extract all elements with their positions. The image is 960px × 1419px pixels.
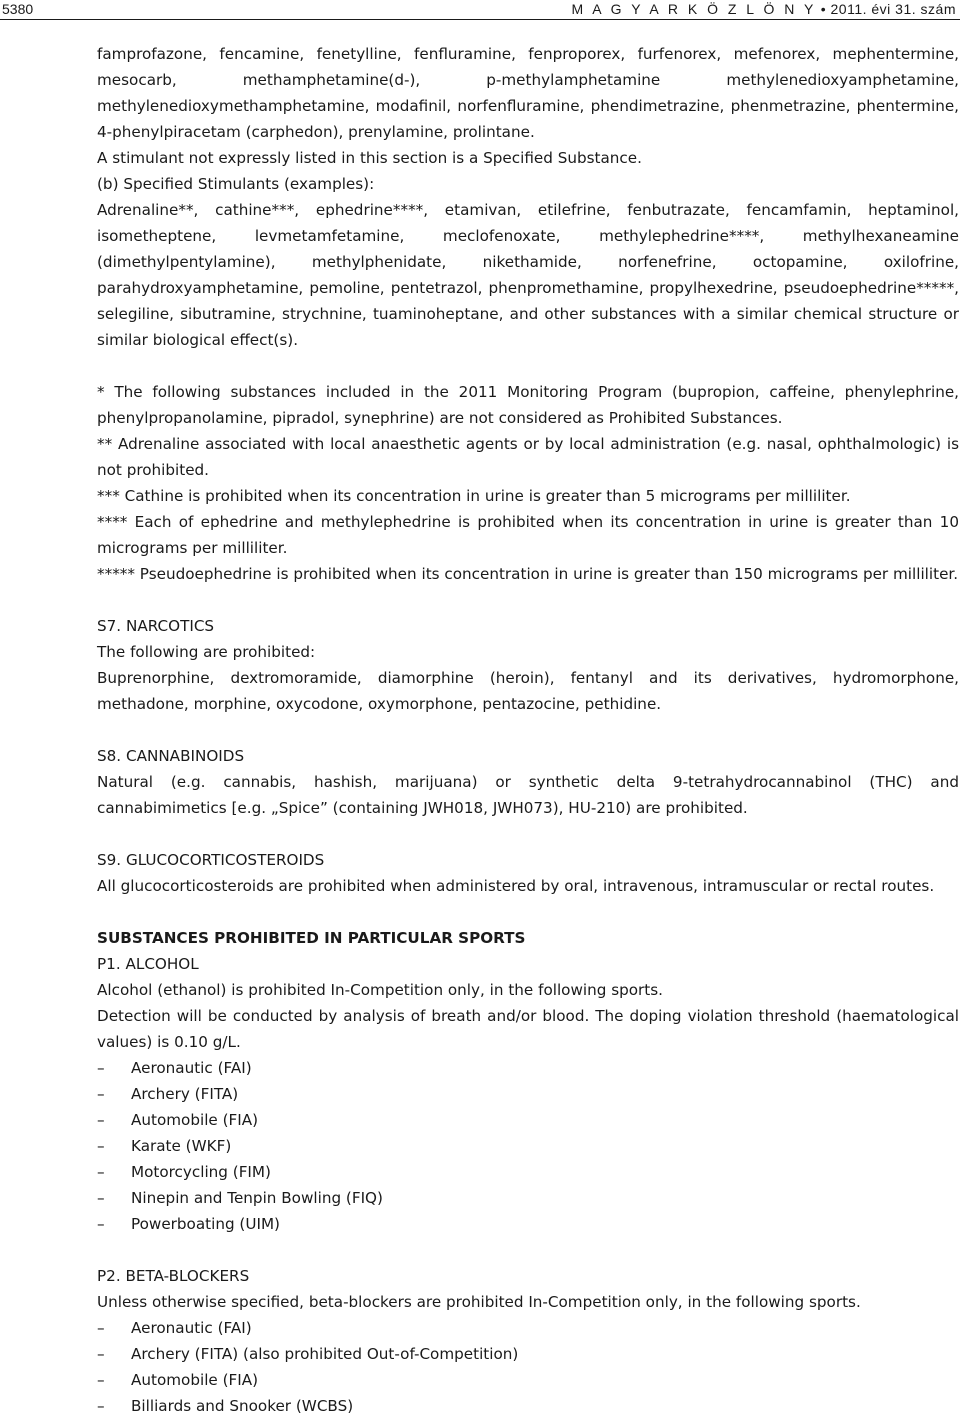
section-p2-title: P2. BETA-BLOCKERS bbox=[97, 1267, 250, 1285]
sport-name: Billiards and Snooker (WCBS) bbox=[131, 1397, 354, 1415]
sport-name: Automobile (FIA) bbox=[131, 1371, 259, 1389]
sport-name: Karate (WKF) bbox=[131, 1137, 232, 1155]
dash-bullet: – bbox=[97, 1163, 105, 1181]
stimulants-list-continued: famprofazone, fencamine, fenetylline, fenfluramine, fenproporex, furfenorex, mefenorex, mephentermine, mesocarb, methamphetamine(d-), p-methylamphetamine methylenedioxyamphetamine, methylenedioxymethamphetamine, modafinil, norfenfluramine, phendimetrazine, phenmetrazine, phentermine, 4-phenylpiracetam (carphedon), prenylamine, prolintane. bbox=[97, 45, 959, 141]
dash-bullet: – bbox=[97, 1189, 105, 1207]
section-s9-title: S9. GLUCOCORTICOSTEROIDS bbox=[97, 851, 325, 869]
dash-bullet: – bbox=[97, 1085, 105, 1103]
bullet-separator: • bbox=[820, 1, 827, 17]
specified-substance-note: A stimulant not expressly listed in this section is a Specified Substance. bbox=[97, 149, 642, 167]
section-s7-list: Buprenorphine, dextromoramide, diamorphine (heroin), fentanyl and its derivatives, hydromorphone, methadone, morphine, oxycodone, oxymorphone, pentazocine, pethidine. bbox=[97, 669, 959, 713]
sport-name: Powerboating (UIM) bbox=[131, 1215, 280, 1233]
p2-sport-item bbox=[97, 1393, 959, 1419]
footnote-2: ** Adrenaline associated with local anaesthetic agents or by local administration (e.g. nasal, ophthalmologic) is not prohibited. bbox=[97, 435, 959, 479]
section-s8-title: S8. CANNABINOIDS bbox=[97, 747, 245, 765]
sport-name: Aeronautic (FAI) bbox=[131, 1059, 252, 1077]
sport-name: Automobile (FIA) bbox=[131, 1111, 259, 1129]
section-p2-text: Unless otherwise specified, beta-blockers are prohibited In-Competition only, in the following sports. bbox=[97, 1293, 861, 1311]
section-p1-text-2: Detection will be conducted by analysis of breath and/or blood. The doping violation threshold (haematological values) is 0.10 g/L. bbox=[97, 1007, 959, 1051]
p1-sport-item bbox=[97, 1133, 959, 1159]
publication-name: M A G Y A R K Ö Z L Ö N Y bbox=[571, 1, 817, 17]
spacer bbox=[97, 821, 959, 847]
spacer bbox=[97, 353, 959, 379]
spacer bbox=[97, 717, 959, 743]
running-header bbox=[0, 0, 960, 22]
specified-stimulants-list: Adrenaline**, cathine***, ephedrine****, etamivan, etilefrine, fenbutrazate, fencamfamin, heptaminol, isometheptene, levmetamfetamine, meclofenoxate, methylephedrine****, methylhexaneamine (dimethylpentylamine), methylphenidate, nikethamide, norfenefrine, octopamine, oxilofrine, parahydroxyamphetamine, pemoline, pentetrazol, phenpromethamine, propylhexedrine, pseudoephedrine*****, selegiline, sibutramine, strychnine, tuaminoheptane, and other substances with a similar chemical structure or similar biological effect(s). bbox=[97, 201, 959, 349]
page-number: 5380 bbox=[2, 1, 34, 17]
footnote-4: **** Each of ephedrine and methylephedrine is prohibited when its concentration in urine is greater than 10 micrograms per milliliter. bbox=[97, 513, 959, 557]
p1-sport-item bbox=[97, 1107, 959, 1133]
p2-sport-item bbox=[97, 1341, 959, 1367]
section-s8-text: Natural (e.g. cannabis, hashish, marijuana) or synthetic delta 9-tetrahydrocannabinol (THC) and cannabimimetics [e.g. „Spice” (containing JWH018, JWH073), HU-210) are prohibited. bbox=[97, 773, 959, 817]
document-body bbox=[97, 41, 959, 1419]
dash-bullet: – bbox=[97, 1345, 105, 1363]
spacer bbox=[97, 1237, 959, 1263]
section-s7-title: S7. NARCOTICS bbox=[97, 617, 215, 635]
dash-bullet: – bbox=[97, 1059, 105, 1077]
spacer bbox=[97, 899, 959, 925]
dash-bullet: – bbox=[97, 1371, 105, 1389]
section-s7-intro: The following are prohibited: bbox=[97, 643, 316, 661]
journal-issue bbox=[571, 1, 956, 17]
sport-name: Archery (FITA) bbox=[131, 1085, 239, 1103]
dash-bullet: – bbox=[97, 1319, 105, 1337]
p1-sport-item bbox=[97, 1211, 959, 1237]
footnote-3: *** Cathine is prohibited when its concentration in urine is greater than 5 micrograms per milliliter. bbox=[97, 487, 851, 505]
dash-bullet: – bbox=[97, 1397, 105, 1415]
particular-sports-heading: SUBSTANCES PROHIBITED IN PARTICULAR SPORTS bbox=[97, 929, 526, 947]
p2-sport-item bbox=[97, 1367, 959, 1393]
p1-sport-item bbox=[97, 1185, 959, 1211]
p1-sport-item bbox=[97, 1081, 959, 1107]
section-p1-title: P1. ALCOHOL bbox=[97, 955, 199, 973]
sport-name: Archery (FITA) (also prohibited Out-of-Competition) bbox=[131, 1345, 519, 1363]
sport-name: Ninepin and Tenpin Bowling (FIQ) bbox=[131, 1189, 383, 1207]
issue-number: 2011. évi 31. szám bbox=[830, 1, 956, 17]
dash-bullet: – bbox=[97, 1111, 105, 1129]
dash-bullet: – bbox=[97, 1137, 105, 1155]
sport-name: Aeronautic (FAI) bbox=[131, 1319, 252, 1337]
section-s9-text: All glucocorticosteroids are prohibited when administered by oral, intravenous, intramuscular or rectal routes. bbox=[97, 877, 935, 895]
p1-sport-item bbox=[97, 1159, 959, 1185]
footnote-1: * The following substances included in the 2011 Monitoring Program (bupropion, caffeine, phenylephrine, phenylpropanolamine, pipradol, synephrine) are not considered as Prohibited Substances. bbox=[97, 383, 959, 427]
specified-stimulants-heading: (b) Specified Stimulants (examples): bbox=[97, 175, 375, 193]
sport-name: Motorcycling (FIM) bbox=[131, 1163, 271, 1181]
header-rule bbox=[0, 19, 960, 20]
spacer bbox=[97, 587, 959, 613]
section-p1-text-1: Alcohol (ethanol) is prohibited In-Competition only, in the following sports. bbox=[97, 981, 663, 999]
footnote-5: ***** Pseudoephedrine is prohibited when its concentration in urine is greater than 150 micrograms per milliliter. bbox=[97, 565, 959, 583]
dash-bullet: – bbox=[97, 1215, 105, 1233]
p1-sport-item bbox=[97, 1055, 959, 1081]
p2-sport-item bbox=[97, 1315, 959, 1341]
